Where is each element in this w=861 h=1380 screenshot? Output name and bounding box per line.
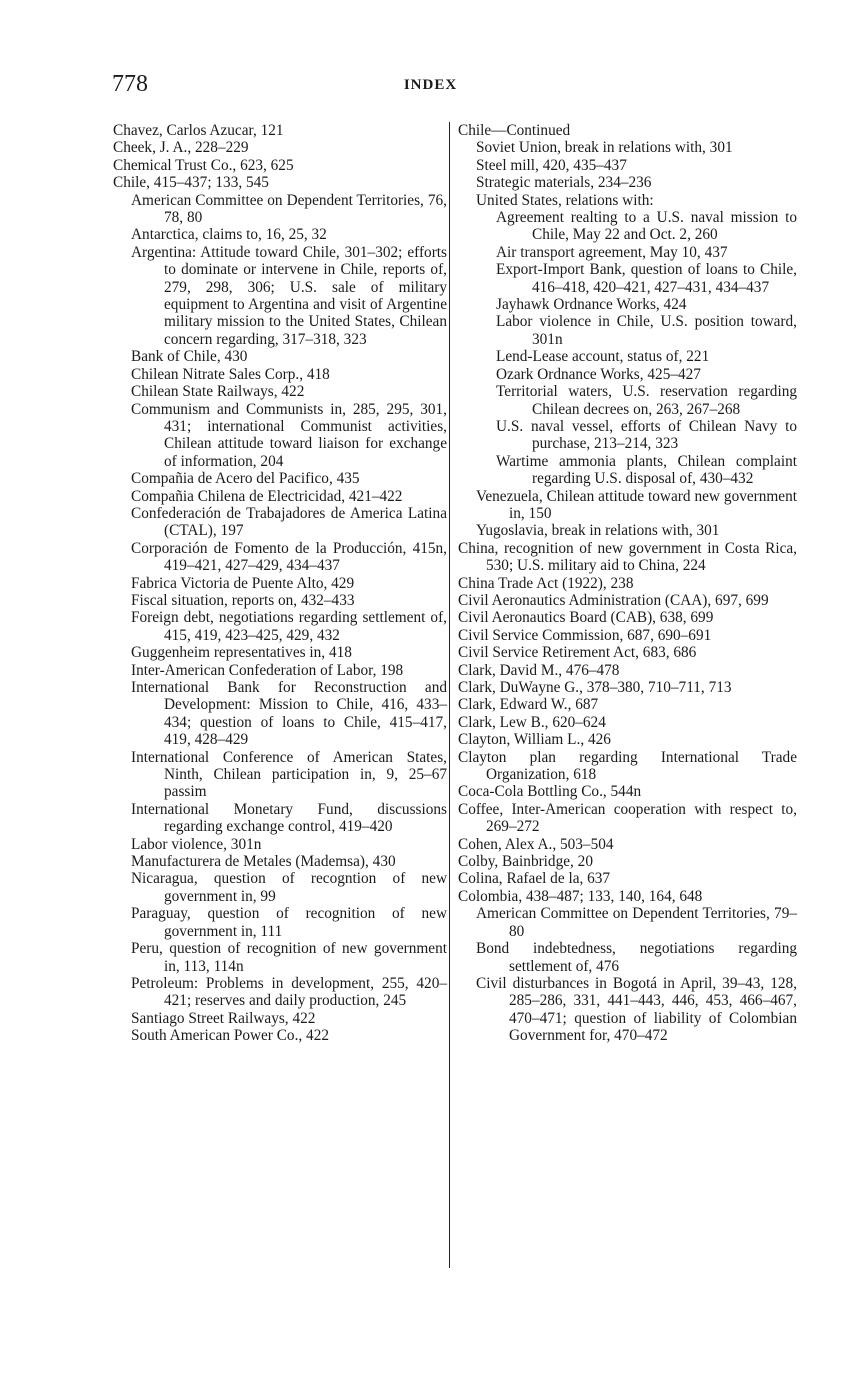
index-subentry: Corporación de Fomento de la Producción, 415n, 419–421, 427–429, 434–437 — [131, 539, 447, 575]
index-entry: Coffee, Inter-American cooperation with respect to, 269–272 — [458, 800, 797, 836]
index-subentry: Soviet Union, break in relations with, 301 — [476, 139, 733, 157]
index-entry: Cohen, Alex A., 503–504 — [458, 835, 614, 853]
index-subentry: Paraguay, question of recognition of new government in, 111 — [131, 905, 447, 940]
index-entry: Chemical Trust Co., 623, 625 — [113, 156, 294, 174]
index-entry: Chile, 415–437; 133, 545 — [113, 174, 269, 192]
index-entry: Clark, David M., 476–478 — [458, 661, 620, 679]
index-subentry: Santiago Street Railways, 422 — [131, 1009, 316, 1027]
index-subentry: Air transport agreement, May 10, 437 — [496, 243, 728, 261]
running-head: INDEX — [403, 77, 458, 93]
index-entry: Colombia, 438–487; 133, 140, 164, 648 — [458, 887, 703, 905]
index-entry: Coca-Cola Bottling Co., 544n — [458, 783, 642, 801]
index-entry: Civil Aeronautics Board (CAB), 638, 699 — [458, 609, 714, 627]
index-entry: Cheek, J. A., 228–229 — [113, 139, 249, 157]
index-subentry: Argentina: Attitude toward Chile, 301–302; efforts to dominate or intervene in Chile, reports of, 279, 298, 306; U.S. sale of military equipment to Argentina and visit of Argentine military mission to the United States, Chilean concern regarding, 317–318, 323 — [131, 243, 447, 348]
index-entry: Clayton, William L., 426 — [458, 731, 611, 749]
index-subentry: Compañia de Acero del Pacifico, 435 — [131, 470, 360, 488]
index-subentry: Bank of Chile, 430 — [131, 348, 248, 366]
index-subentry: Labor violence, 301n — [131, 835, 262, 853]
index-subentry: Steel mill, 420, 435–437 — [476, 156, 627, 174]
index-subentry: Strategic materials, 234–236 — [476, 174, 652, 192]
column-divider — [449, 122, 450, 1268]
index-entry: Civil Service Retirement Act, 683, 686 — [458, 644, 697, 662]
index-subentry: Confederación de Trabajadores de America Latina (CTAL), 197 — [131, 504, 447, 540]
index-subentry: United States, relations with: — [476, 191, 654, 209]
index-entry: Clayton plan regarding International Trade Organization, 618 — [458, 748, 797, 784]
index-subentry: Fabrica Victoria de Puente Alto, 429 — [131, 574, 355, 592]
index-entry: Chile—Continued — [458, 122, 571, 139]
index-subentry: Manufacturera de Metales (Mademsa), 430 — [131, 853, 396, 871]
index-subentry: U.S. naval vessel, efforts of Chilean Navy to purchase, 213–214, 323 — [496, 417, 797, 453]
index-entry: Colina, Rafael de la, 637 — [458, 870, 611, 888]
index-entry: China Trade Act (1922), 238 — [458, 574, 634, 592]
page-number: 778 — [112, 71, 148, 97]
index-entry: Civil Service Commission, 687, 690–691 — [458, 626, 712, 644]
index-subentry: Chilean State Railways, 422 — [131, 383, 305, 401]
index-subentry: Bond indebtedness, negotiations regarding settlement of, 476 — [476, 940, 797, 975]
index-entry: Clark, Lew B., 620–624 — [458, 713, 606, 731]
index-subentry: Labor violence in Chile, U.S. position toward, 301n — [496, 313, 797, 348]
index-subentry: Inter-American Confederation of Labor, 198 — [131, 661, 404, 679]
index-subentry: Export-Import Bank, question of loans to Chile, 416–418, 420–421, 427–431, 434–437 — [496, 261, 797, 296]
index-subentry: Petroleum: Problems in development, 255, 420–421; reserves and daily production, 245 — [131, 974, 447, 1010]
index-entry: China, recognition of new government in Costa Rica, 530; U.S. military aid to China, 224 — [458, 539, 797, 575]
index-column-right — [458, 122, 797, 1045]
index-subentry: Wartime ammonia plants, Chilean complaint regarding U.S. disposal of, 430–432 — [496, 452, 797, 488]
index-subentry: International Conference of American States, Ninth, Chilean participation in, 9, 25–67 passim — [131, 748, 447, 801]
index-subentry: Chilean Nitrate Sales Corp., 418 — [131, 365, 330, 383]
index-subentry: Communism and Communists in, 285, 295, 301, 431; international Communist activities, Chilean attitude toward liaison for exchange of information, 204 — [131, 400, 447, 470]
index-entry: Chavez, Carlos Azucar, 121 — [113, 122, 284, 139]
index-subentry: Fiscal situation, reports on, 432–433 — [131, 591, 355, 609]
index-subentry: International Monetary Fund, discussions regarding exchange control, 419–420 — [131, 800, 447, 836]
index-subentry: Territorial waters, U.S. reservation regarding Chilean decrees on, 263, 267–268 — [496, 383, 797, 418]
index-subentry: Guggenheim representatives in, 418 — [131, 644, 352, 662]
index-subentry: Foreign debt, negotiations regarding settlement of, 415, 419, 423–425, 429, 432 — [131, 609, 447, 644]
index-subentry: Compañia Chilena de Electricidad, 421–422 — [131, 487, 403, 505]
index-entry: Clark, DuWayne G., 378–380, 710–711, 713 — [458, 679, 732, 696]
index-subentry: Agreement realting to a U.S. naval mission to Chile, May 22 and Oct. 2, 260 — [496, 209, 797, 244]
index-subentry: American Committee on Dependent Territories, 79–80 — [476, 905, 797, 940]
index-subentry: Lend-Lease account, status of, 221 — [496, 348, 710, 366]
index-subentry: Antarctica, claims to, 16, 25, 32 — [131, 226, 327, 244]
index-subentry: Jayhawk Ordnance Works, 424 — [496, 296, 687, 314]
index-subentry: Peru, question of recognition of new government in, 113, 114n — [131, 940, 447, 975]
index-subentry: Venezuela, Chilean attitude toward new government in, 150 — [476, 487, 797, 522]
index-subentry: South American Power Co., 422 — [131, 1027, 329, 1045]
index-subentry: Nicaragua, question of recogntion of new government in, 99 — [131, 870, 447, 905]
index-subentry: Ozark Ordnance Works, 425–427 — [496, 365, 701, 383]
index-entry: Colby, Bainbridge, 20 — [458, 853, 593, 871]
index-entry: Clark, Edward W., 687 — [458, 696, 599, 714]
index-subentry: Civil disturbances in Bogotá in April, 39–43, 128, 285–286, 331, 441–443, 446, 453, 466–467, 470–471; question of liability of Colombian Government for, 470–472 — [476, 974, 797, 1045]
index-entry: Civil Aeronautics Administration (CAA), 697, 699 — [458, 591, 769, 609]
index-subentry: International Bank for Reconstruction and Development: Mission to Chile, 416, 433–434; question of loans to Chile, 415–417, 419, 428–429 — [131, 679, 447, 749]
index-column-left — [113, 122, 447, 1045]
index-subentry: American Committee on Dependent Territories, 76, 78, 80 — [131, 191, 447, 227]
index-subentry: Yugoslavia, break in relations with, 301 — [476, 522, 720, 540]
